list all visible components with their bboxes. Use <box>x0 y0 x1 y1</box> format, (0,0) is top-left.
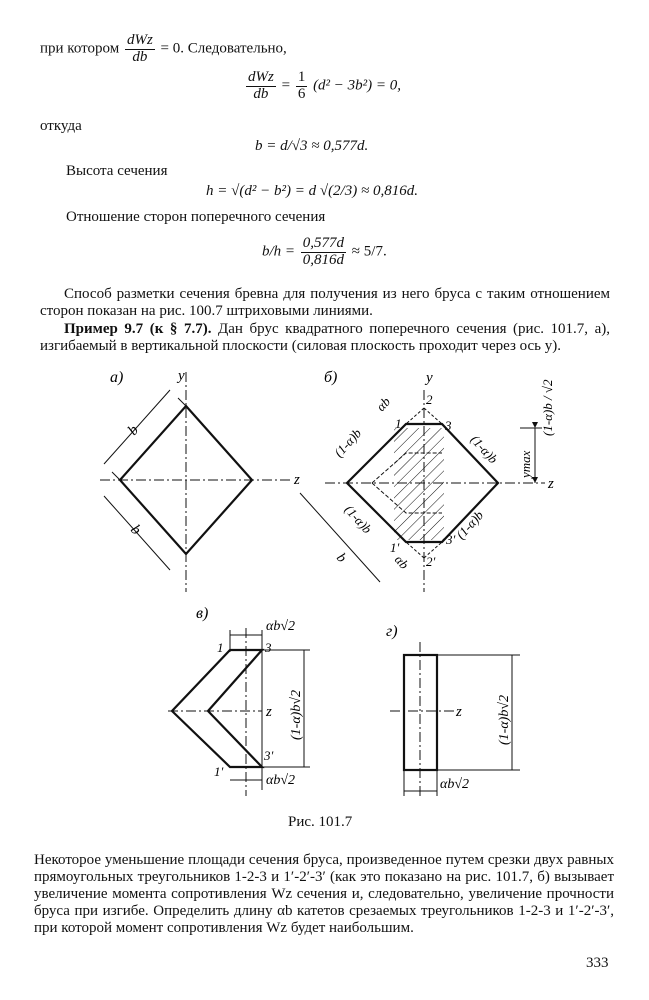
point-3-v: 3 <box>265 640 272 655</box>
figure-g <box>386 623 520 796</box>
axis-z-label-g: z <box>456 704 462 720</box>
eq1-coef-den: 6 <box>297 85 306 102</box>
eq1-left-den: db <box>253 85 269 102</box>
figure-101-7 <box>0 360 649 830</box>
equation-3 <box>206 183 418 200</box>
axis-z-label-b: z <box>548 476 554 492</box>
dim-1ab-sqrt2-g: (1-α)b√2 <box>497 694 512 745</box>
dim-b-bottom-a: b <box>127 521 144 539</box>
figure-b <box>300 369 555 592</box>
dim-ab-sqrt2-g: αb√2 <box>440 777 470 792</box>
eq1-rest: (d² − 3b²) = 0, <box>313 77 402 94</box>
point-1p-v: 1′ <box>214 764 224 779</box>
figure-a <box>100 368 300 592</box>
eq4-num: 0,577d <box>302 235 345 251</box>
ymax-label: ymax <box>518 450 533 478</box>
dim-b-b: b <box>333 550 349 566</box>
example-heading: Пример 9.7 (к § 7.7). <box>64 321 212 337</box>
point-2-b: 2 <box>426 392 433 407</box>
cond-num: dWz <box>126 32 153 48</box>
dim-1ab-left-b: (1-α)b <box>341 501 375 537</box>
eq4-left: b/h = <box>262 243 296 260</box>
axis-y-label-a: y <box>178 368 185 384</box>
point-3p-b: 3′ <box>446 532 456 547</box>
eq4-right: ≈ 5/7. <box>351 243 387 260</box>
point-1-b: 1 <box>395 416 402 431</box>
equation-2 <box>255 138 368 155</box>
equation-1 <box>244 70 401 103</box>
dim-1ab-right-b: (1-α)b <box>467 431 501 467</box>
intro-line <box>40 33 287 66</box>
label-b: б) <box>324 369 338 386</box>
point-3-b: 3 <box>445 418 452 433</box>
eq1-coef-num: 1 <box>297 69 306 85</box>
cond-den: db <box>132 48 148 65</box>
axis-z-label-v: z <box>266 704 272 720</box>
paragraph-example <box>40 321 610 355</box>
dim-ab-sqrt2-top-v: αb√2 <box>266 619 296 634</box>
paragraph-method: Способ разметки сечения бревна для получения из него бруса с таким отношением сторон показан на рис. 100.7 штриховыми линиями. <box>40 286 610 319</box>
dim-ab-bottom-b: αb <box>391 551 412 572</box>
dim-1ab-top-b: (1-α)b <box>331 425 365 461</box>
dim-ab-top-b: αb <box>373 394 394 415</box>
eq2-text: b = d/√3 ≈ 0,577d. <box>255 138 369 154</box>
point-1p-b: 1′ <box>390 540 400 555</box>
cond-suffix: = 0. Следовательно, <box>160 40 287 57</box>
page-number: 333 <box>586 955 609 971</box>
eq4-den: 0,816d <box>302 251 345 268</box>
cond-fraction <box>125 33 155 66</box>
point-3p-v: 3′ <box>264 748 274 763</box>
dim-1ab-sqrt2-v: (1-α)b√2 <box>289 689 304 740</box>
eq3-text: h = √(d² − b²) = d √(2/3) ≈ 0,816d. <box>206 183 418 199</box>
dim-b-top-a: b <box>125 422 142 439</box>
dim-ab-sqrt2-bottom-v: αb√2 <box>266 773 296 788</box>
ratio-label: Отношение сторон поперечного сечения <box>66 209 326 225</box>
hatched-rect-b <box>394 428 444 540</box>
label-g: г) <box>386 623 398 640</box>
dim-line-top-a <box>104 390 170 464</box>
label-v: в) <box>196 605 209 622</box>
dim-1ab-bottom-b: (1-α)b <box>453 507 487 543</box>
equation-4 <box>262 236 387 269</box>
example-text: Дан брус квадратного поперечного сечения (рис. 101.7, a), изгибаемый в вертикальной плоскости (силовая плоскость проходит через ось y). <box>40 321 610 354</box>
ymax-value: (1-α)b / √2 <box>540 379 555 436</box>
label-a: а) <box>110 369 124 386</box>
axis-z-label-a: z <box>294 472 300 488</box>
point-1-v: 1 <box>217 640 224 655</box>
figure-caption: Рис. 101.7 <box>288 814 353 830</box>
chevron-section-v <box>172 650 262 767</box>
figure-v <box>168 605 310 796</box>
height-label: Высота сечения <box>66 163 168 179</box>
paragraph-task: Некоторое уменьшение площади сечения бруса, произведенное путем срезки двух равных прямоугольных треугольников 1-2-3 и 1′-2′-3′ (как это показано на рис. 101.7, б) вызывает увеличение момента сопротивления Wz сечения и, следовательно, увеличение прочности бруса при изгибе. Определить длину αb катетов срезаемых треугольников 1-2-3 и 1′-2′-3′, при которой момент сопротивления Wz будет наибольшим. <box>34 852 614 936</box>
intro-prefix: при котором <box>40 40 120 57</box>
point-2p-b: 2′ <box>426 554 436 569</box>
eq1-equals: = <box>281 77 291 94</box>
axis-y-label-b: y <box>426 370 433 386</box>
whence-text: откуда <box>40 118 82 134</box>
eq1-left-num: dWz <box>248 69 274 85</box>
